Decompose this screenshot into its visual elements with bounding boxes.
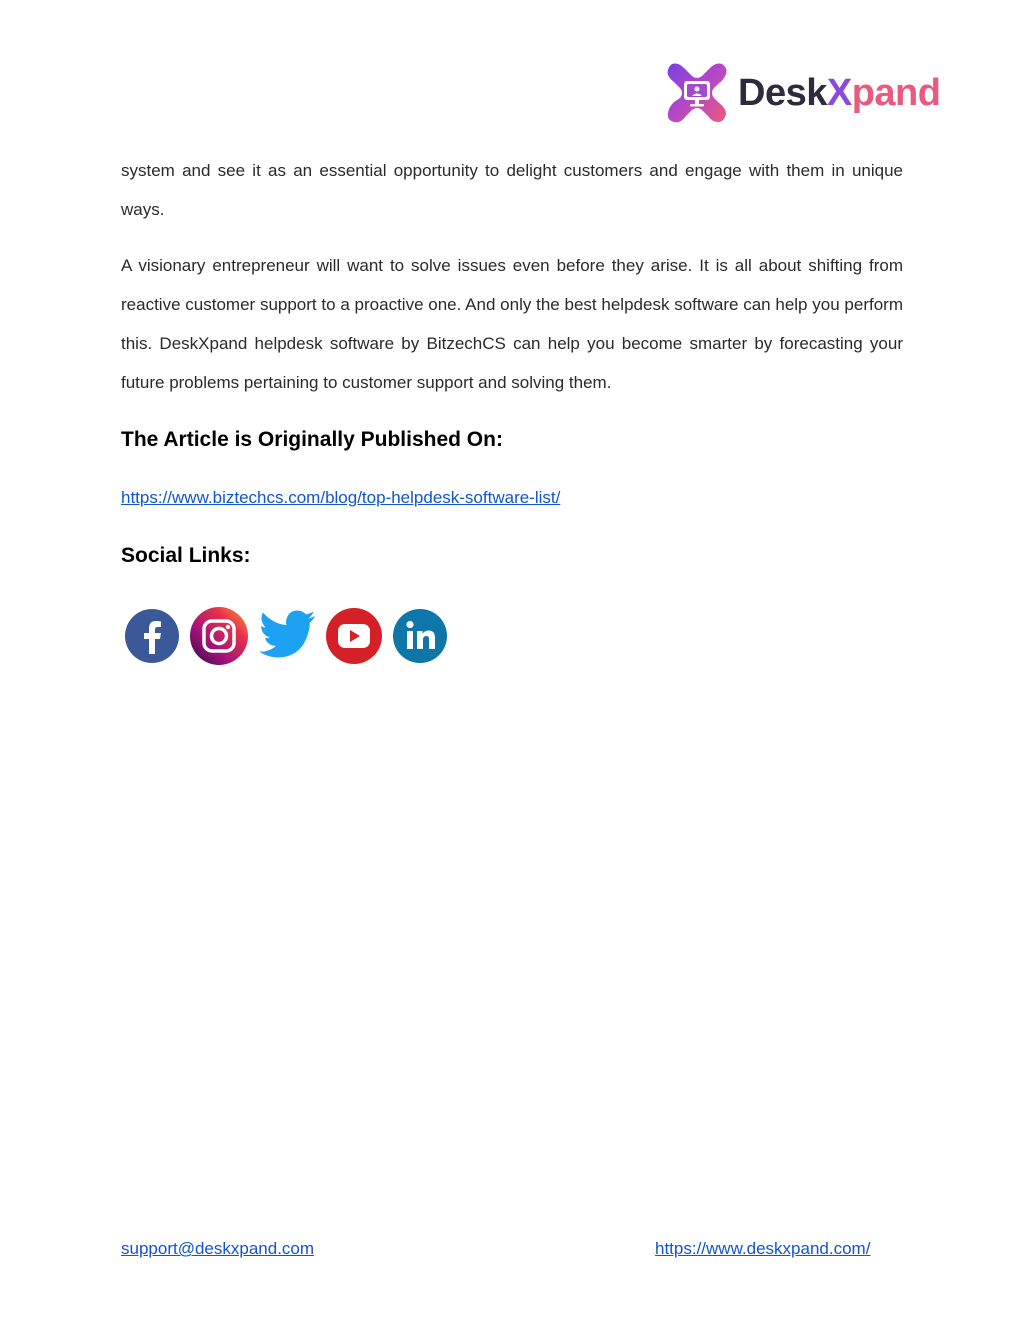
paragraph-2: A visionary entrepreneur will want to solve issues even before they arise. It is all about shifting from reactive customer support to a proactive one. And only the best helpdesk software can help you perform this. DeskXpand helpdesk software by BitzechCS can help you become smarter by forecasting your future problems pertaining to customer support and solving them. (121, 256, 903, 392)
footer-website-link[interactable]: https://www.deskxpand.com/ (655, 1239, 871, 1258)
published-heading: The Article is Originally Published On: (121, 428, 503, 451)
logo-pand: pand (851, 72, 941, 114)
social-heading: Social Links: (121, 544, 251, 567)
logo-x: X (826, 72, 852, 114)
paragraph-1: system and see it as an essential opportunity to delight customers and engage with them in unique ways. (121, 161, 903, 219)
published-link[interactable]: https://www.biztechcs.com/blog/top-helpdesk-software-list/ (121, 488, 561, 507)
social-links (124, 606, 448, 666)
footer-email-link[interactable]: support@deskxpand.com (121, 1239, 315, 1258)
deskxpand-logo-icon (664, 60, 730, 126)
logo-desk: Desk (738, 72, 827, 114)
instagram-icon[interactable] (189, 606, 249, 666)
linkedin-icon[interactable] (392, 608, 448, 664)
youtube-icon[interactable] (325, 607, 383, 665)
logo-wordmark (738, 74, 940, 112)
twitter-icon[interactable] (258, 610, 316, 662)
deskxpand-logo (664, 60, 940, 126)
facebook-icon[interactable] (124, 608, 180, 664)
